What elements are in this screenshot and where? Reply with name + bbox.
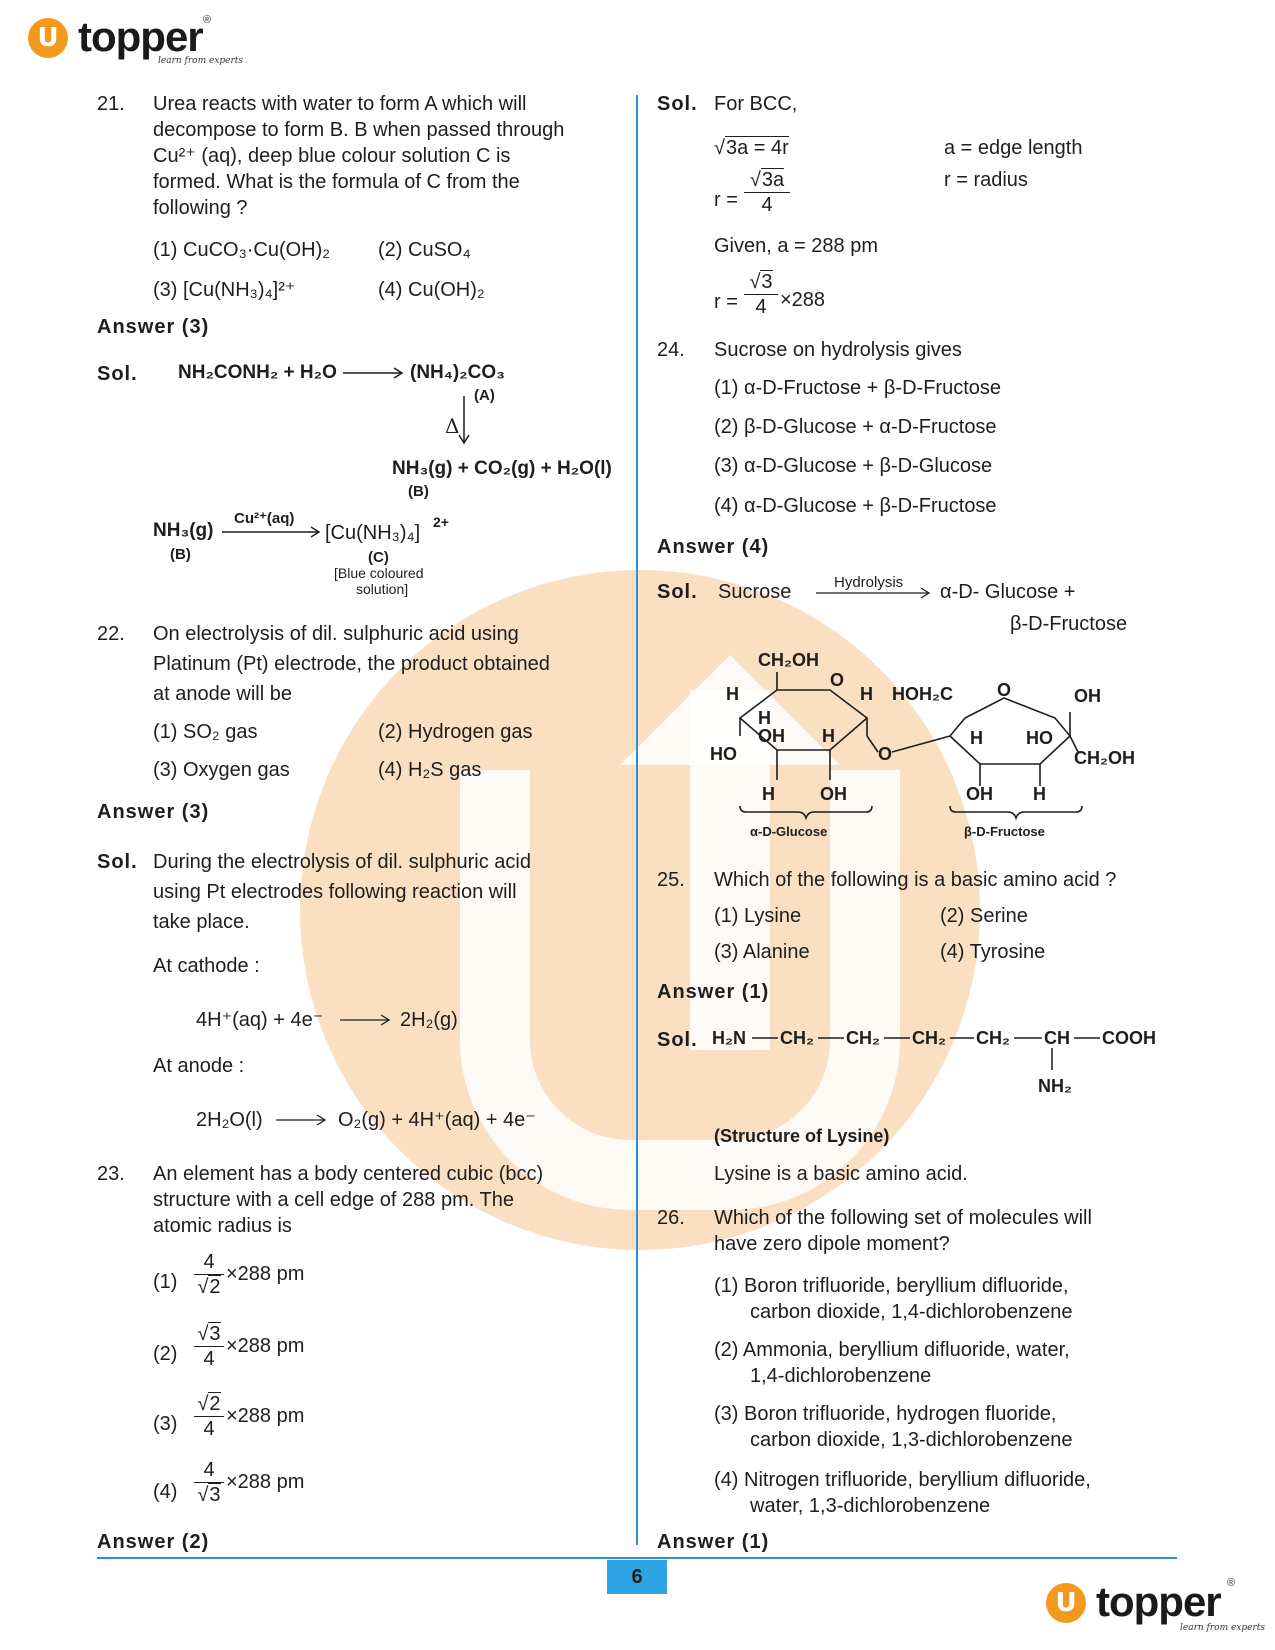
option-label: (3) <box>153 1413 178 1435</box>
structure-label: CH₂OH <box>758 650 819 670</box>
equation-product: (NH₄)₂CO₃ <box>410 362 505 383</box>
chain-atom: H₂N <box>712 1028 746 1048</box>
option-4: (4) H₂S gas <box>378 759 482 781</box>
fraction-numerator: √3a <box>749 169 785 191</box>
option-1: (1) SO₂ gas <box>153 721 258 743</box>
fraction-denominator: 4 <box>203 1418 215 1440</box>
logo-registered-mark: ® <box>203 14 212 26</box>
structure-label: HOH₂C <box>892 684 953 704</box>
fraction-numerator: 4 <box>203 1459 215 1481</box>
answer: Answer (2) <box>97 1531 210 1553</box>
question-number: 26. <box>657 1207 685 1229</box>
option-4: (4) Tyrosine <box>940 941 1046 963</box>
note-edge-length: a = edge length <box>944 137 1083 159</box>
cathode-product: 2H₂(g) <box>400 1009 458 1031</box>
structure-label: H <box>726 684 739 704</box>
structure-label: CH₂OH <box>1074 748 1135 768</box>
fraction-denominator: 4 <box>203 1348 215 1370</box>
solution-product: α-D- Glucose + <box>940 581 1076 603</box>
radius-lhs: r = <box>714 291 738 313</box>
question-text: Sucrose on hydrolysis gives <box>714 339 962 361</box>
question-text-line: An element has a body centered cubic (bcc) <box>153 1163 544 1185</box>
complex-product: [Cu(NH₃)₄] <box>325 522 421 544</box>
option-4: (4) Cu(OH)₂ <box>378 279 485 301</box>
question-text: Which of the following is a basic amino acid ? <box>714 869 1117 891</box>
question-text-line: On electrolysis of dil. sulphuric acid using <box>153 623 519 645</box>
complex-charge: 2+ <box>433 514 449 530</box>
chain-atom: CH₂ <box>846 1028 880 1048</box>
reaction-condition: Hydrolysis <box>834 574 904 591</box>
option-3: (3) Alanine <box>714 941 810 963</box>
product-note: [Blue coloured <box>334 565 424 581</box>
question-text-line: have zero dipole moment? <box>714 1233 950 1255</box>
structure-label: O <box>830 670 845 690</box>
logo-tagline: learn from experts <box>158 56 244 66</box>
option-3: (3) [Cu(NH₃)₄]²⁺ <box>153 279 296 301</box>
question-text-line: structure with a cell edge of 288 pm. The <box>153 1189 514 1211</box>
structure-label: OH <box>1074 686 1101 706</box>
equation-reactants: NH₂CONH₂ + H₂O <box>178 362 337 383</box>
fraction-numerator: √3 <box>197 1323 221 1345</box>
radius-fraction <box>744 270 778 319</box>
option-1: (1) CuCO₃·Cu(OH)₂ <box>153 239 331 261</box>
chain-atom: CH₂ <box>976 1028 1010 1048</box>
sucrose-structure <box>700 640 1160 850</box>
structure-label: OH <box>758 726 785 746</box>
option-1: (1) α-D-Fructose + β-D-Fructose <box>714 377 1001 399</box>
heat-symbol: Δ <box>445 414 460 438</box>
footer-rule <box>97 1557 1177 1559</box>
option-1-line: (1) Boron trifluoride, beryllium difluoride, <box>714 1275 1069 1297</box>
question-number: 22. <box>97 623 125 645</box>
option-3-line: (3) Boron trifluoride, hydrogen fluoride, <box>714 1403 1057 1425</box>
radius-fraction <box>744 168 790 217</box>
structure-label: H <box>970 728 983 748</box>
structure-caption: (Structure of Lysine) <box>714 1126 890 1146</box>
page-number: 6 <box>607 1560 667 1594</box>
question-number: 24. <box>657 339 685 361</box>
decomposition-products: NH₃(g) + CO₂(g) + H₂O(l) <box>392 458 612 479</box>
glucose-label: α-D-Glucose <box>750 824 828 839</box>
structure-label: OH <box>820 784 847 804</box>
fraction-denominator: √3 <box>197 1484 221 1506</box>
option-multiplier: ×288 pm <box>226 1471 305 1493</box>
question-text-line: formed. What is the formula of C from the <box>153 171 520 193</box>
option-4-line: water, 1,3-dichlorobenzene <box>750 1495 991 1517</box>
structure-label: H <box>860 684 873 704</box>
answer: Answer (1) <box>657 1531 770 1553</box>
bcc-relation: √3a = 4r <box>714 137 789 159</box>
option-2: (2) β-D-Glucose + α-D-Fructose <box>714 416 997 438</box>
question-text-line: Urea reacts with water to form A which will <box>153 93 527 115</box>
compound-tag: (B) <box>408 483 429 500</box>
chain-atom: CH₂ <box>780 1028 814 1048</box>
solution-label: Sol. <box>97 851 138 873</box>
reaction-arrow <box>340 1013 392 1027</box>
question-text-line: atomic radius is <box>153 1215 292 1237</box>
structure-label: O <box>878 744 893 764</box>
solution-intro: For BCC, <box>714 93 798 115</box>
solution-label: Sol. <box>657 93 698 115</box>
question-text-line: at anode will be <box>153 683 292 705</box>
option-label: (4) <box>153 1481 178 1503</box>
option-fraction <box>194 1458 224 1507</box>
solution-label: Sol. <box>657 1029 698 1051</box>
anode-reactant: 2H₂O(l) <box>196 1109 263 1131</box>
structure-label: H <box>1033 784 1046 804</box>
question-text-line: following ? <box>153 197 248 219</box>
answer: Answer (1) <box>657 981 770 1003</box>
option-fraction <box>194 1250 224 1299</box>
option-label: (2) <box>153 1343 178 1365</box>
solution-reactant: Sucrose <box>718 581 792 603</box>
note-radius: r = radius <box>944 169 1028 191</box>
question-text-line: decompose to form B. B when passed through <box>153 119 565 141</box>
option-multiplier: ×288 pm <box>226 1335 305 1357</box>
fructose-label: β-D-Fructose <box>964 824 1045 839</box>
structure-label: O <box>997 680 1012 700</box>
option-2: (2) CuSO₄ <box>378 239 471 261</box>
logo-tagline: learn from experts <box>1180 1623 1266 1633</box>
fraction-numerator: √3 <box>749 271 773 293</box>
option-fraction <box>194 1392 224 1441</box>
question-text-line: Platinum (Pt) electrode, the product obtained <box>153 653 550 675</box>
fraction-numerator: √2 <box>197 1393 221 1415</box>
option-2: (2) Hydrogen gas <box>378 721 533 743</box>
logo-registered-mark: ® <box>1227 1577 1236 1589</box>
fraction-numerator: 4 <box>203 1251 215 1273</box>
option-3-line: carbon dioxide, 1,3-dichlorobenzene <box>750 1429 1073 1451</box>
compound-tag: (C) <box>368 549 389 566</box>
structure-label: H <box>758 708 771 728</box>
chain-atom: CH₂ <box>912 1028 946 1048</box>
option-2: (2) Serine <box>940 905 1028 927</box>
structure-label: OH <box>966 784 993 804</box>
option-2-line: (2) Ammonia, beryllium difluoride, water, <box>714 1339 1070 1361</box>
chain-atom: COOH <box>1102 1028 1156 1048</box>
given-value: Given, a = 288 pm <box>714 235 878 257</box>
logo-wordmark: topper <box>1096 1578 1221 1625</box>
structure-label: HO <box>1026 728 1053 748</box>
solution-text-line: take place. <box>153 911 250 933</box>
answer: Answer (3) <box>97 316 210 338</box>
lysine-structure <box>712 1020 1172 1100</box>
logo-wordmark: topper <box>78 13 203 60</box>
question-text-line: Which of the following set of molecules will <box>714 1207 1092 1229</box>
radius-multiplier: ×288 <box>780 289 826 311</box>
solution-conclusion: Lysine is a basic amino acid. <box>714 1163 968 1185</box>
solution-label: Sol. <box>657 581 698 603</box>
radius-lhs: r = <box>714 189 738 211</box>
anode-label: At anode : <box>153 1055 245 1077</box>
answer: Answer (3) <box>97 801 210 823</box>
reaction-arrow <box>222 525 322 539</box>
structure-label: H <box>822 726 835 746</box>
equation-reactant: NH₃(g) <box>153 520 214 541</box>
anode-products: O₂(g) + 4H⁺(aq) + 4e⁻ <box>338 1109 536 1131</box>
question-number: 21. <box>97 93 125 115</box>
reaction-arrow <box>343 366 405 380</box>
product-note: solution] <box>356 581 409 597</box>
fraction-denominator: 4 <box>761 194 773 216</box>
solution-product: β-D-Fructose <box>1010 613 1128 635</box>
structure-label: H <box>762 784 775 804</box>
solution-text-line: using Pt electrodes following reaction will <box>153 881 517 903</box>
reaction-arrow-down <box>457 396 471 446</box>
reaction-arrow <box>276 1113 328 1127</box>
option-fraction <box>194 1322 224 1371</box>
column-divider <box>636 95 638 1545</box>
compound-tag: (A) <box>474 387 495 404</box>
question-text-line: Cu²⁺ (aq), deep blue colour solution C is <box>153 145 511 167</box>
option-3: (3) α-D-Glucose + β-D-Glucose <box>714 455 993 477</box>
solution-text-line: During the electrolysis of dil. sulphuric acid <box>153 851 531 873</box>
question-number: 23. <box>97 1163 125 1185</box>
chain-atom: CH <box>1044 1028 1070 1048</box>
option-multiplier: ×288 pm <box>226 1405 305 1427</box>
option-4-line: (4) Nitrogen trifluoride, beryllium difluoride, <box>714 1469 1091 1491</box>
structure-label: HO <box>710 744 737 764</box>
option-1-line: carbon dioxide, 1,4-dichlorobenzene <box>750 1301 1073 1323</box>
branch-group: NH₂ <box>1038 1076 1072 1096</box>
answer: Answer (4) <box>657 536 770 558</box>
reaction-arrow <box>816 586 932 600</box>
fraction-denominator: √2 <box>197 1276 221 1298</box>
option-multiplier: ×288 pm <box>226 1263 305 1285</box>
question-number: 25. <box>657 869 685 891</box>
logo-circle-icon: U <box>28 18 68 58</box>
fraction-denominator: 4 <box>755 296 767 318</box>
option-2-line: 1,4-dichlorobenzene <box>750 1365 932 1387</box>
logo-circle-icon: U <box>1046 1583 1086 1623</box>
reaction-condition: Cu²⁺(aq) <box>234 510 295 527</box>
option-4: (4) α-D-Glucose + β-D-Fructose <box>714 495 997 517</box>
option-label: (1) <box>153 1271 178 1293</box>
solution-label: Sol. <box>97 363 138 385</box>
cathode-reactants: 4H⁺(aq) + 4e⁻ <box>196 1009 324 1031</box>
option-3: (3) Oxygen gas <box>153 759 290 781</box>
option-1: (1) Lysine <box>714 905 802 927</box>
compound-tag: (B) <box>170 546 191 563</box>
cathode-label: At cathode : <box>153 955 260 977</box>
